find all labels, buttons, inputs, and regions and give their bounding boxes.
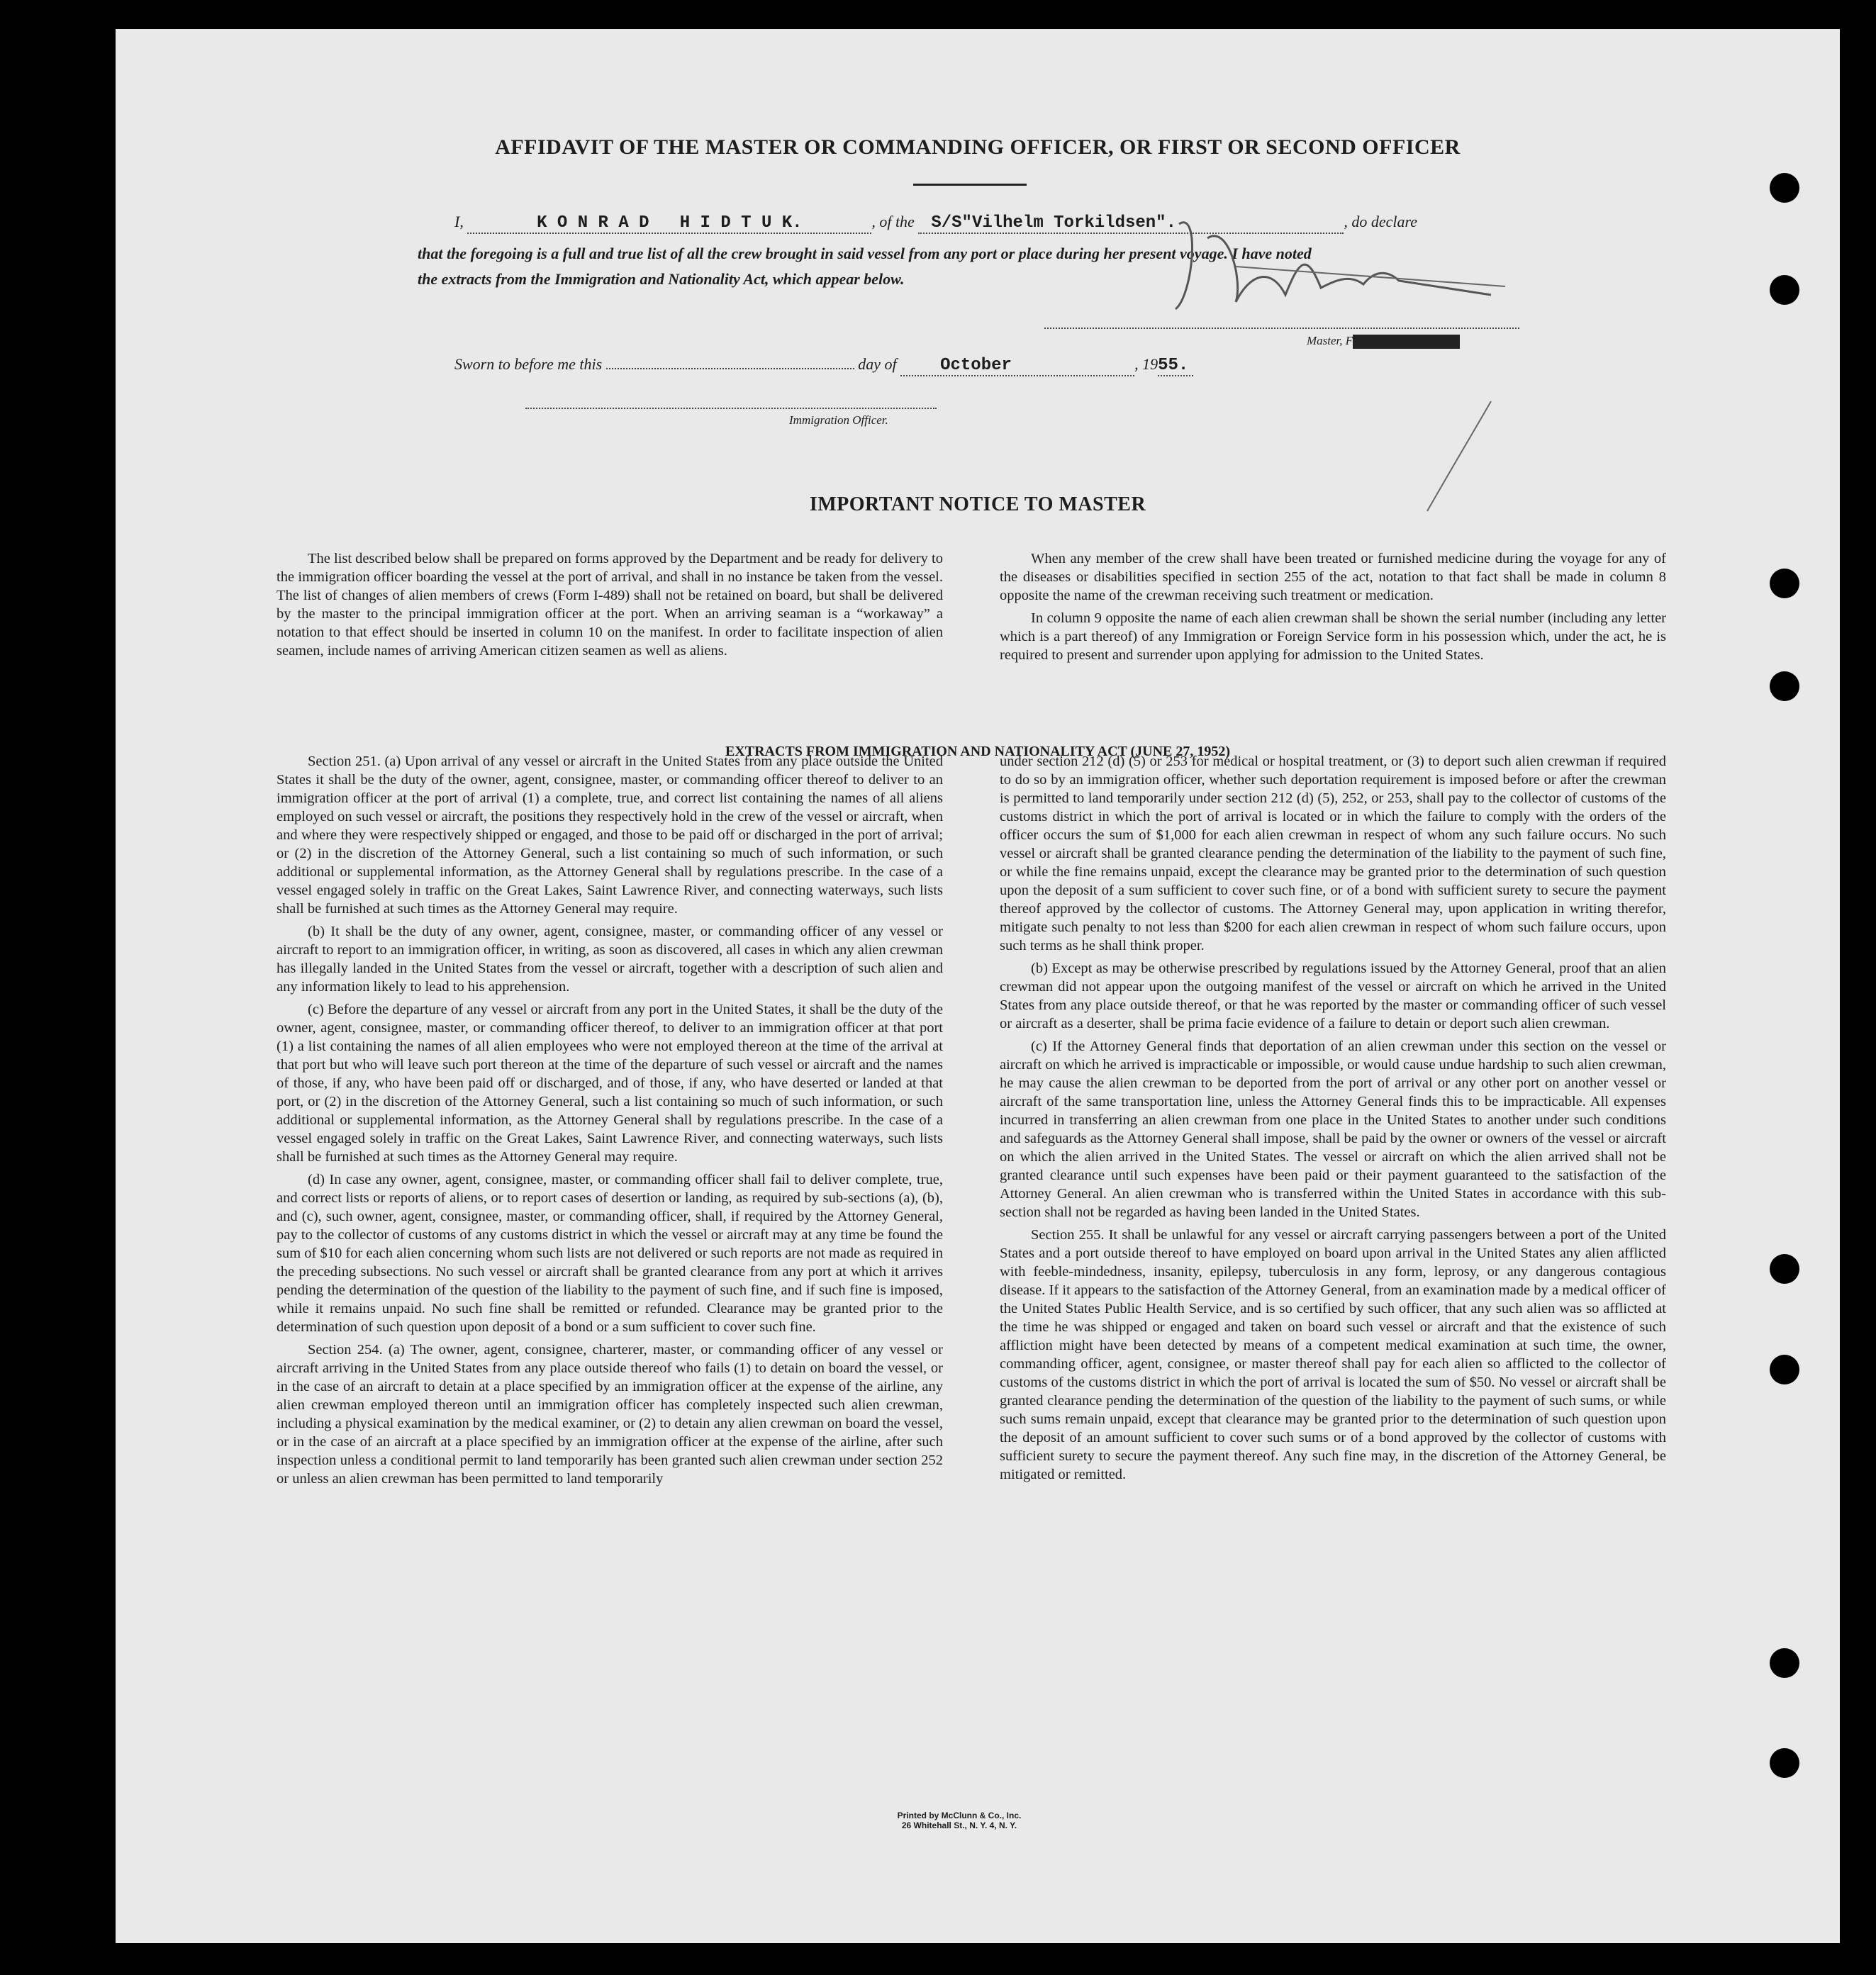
- extracts-title: EXTRACTS FROM IMMIGRATION AND NATIONALITY ACT (JUNE 27, 1952): [725, 744, 1231, 759]
- extract-section-254c: (c) If the Attorney General finds that deportation of an alien crewman under this section on the vessel or aircraft on which he arrived is impracticable or impossible, or would cause undue hardship to such alien crewman, he may cause the alien crewman to be deported from the port of arrival or any other port on another vessel or aircraft of the same transportation line, unless the Attorney General finds this to be impracticable. All expenses incurred in transferring an alien crewman from one place in the United States to another under such conditions and safeguards as the Attorney General shall impose, shall be paid by the owner or owners of the vessel or aircraft on which the alien arrived in the United States. The vessel or aircraft on which the alien arrived shall not be granted clearance until such expenses have been paid or their payment guaranteed to the satisfaction of the Attorney General. An alien crewman who is transferred within the United States in accordance with this sub-section shall not be regarded as having been landed in the United States.: [1000, 1039, 1666, 1220]
- master-name-field: [467, 213, 871, 234]
- extract-section-254a: Section 254. (a) The owner, agent, consignee, charterer, master, or commanding officer of any vessel or aircraft arriving in the United States from any place outside thereof who fails (1) to detain on board the vessel, or in the case of an aircraft to detain at a place specified by an immigration officer at the expense of the airline, any alien crewman employed thereon until an immigration officer has completely inspected such alien crewman, including a physical examination by the medical examiner, or (2) to detain any alien crewman on board the vessel, or in the case of an aircraft at a place specified by an immigration officer at the expense of the airline, after such inspection unless a conditional permit to land temporarily has been granted such alien crewman under section 252 or unless an alien crewman has been permitted to land temporarily: [277, 1342, 943, 1487]
- printer-imprint: [860, 1811, 1059, 1830]
- vessel-name: S/S"Vilhelm Torkildsen".: [931, 213, 1176, 233]
- document-page: [116, 29, 1840, 1943]
- extract-section-251a: Section 251. (a) Upon arrival of any vessel or aircraft in the United States from any place outside the United States it shall be the duty of the owner, agent, consignee, master, or commanding officer thereof to deliver to an immigration officer at the port of arrival (1) a complete, true, and correct list containing the names of all aliens employed on such vessel or aircraft, the positions they respectively hold in the crew of the vessel or aircraft, when and where they were respectively shipped or engaged, and those to be paid off or discharged in the port of arrival; or (2) in the discretion of the Attorney General, such a list containing so much of such information, or such additional or supplemental information, as the Attorney General shall by regulations prescribe. In the case of a vessel engaged solely in traffic on the Great Lakes, Saint Lawrence River, and connecting waterways, such lists shall be furnished at such times as the Attorney General may require.: [277, 754, 943, 917]
- month-field: [900, 355, 1134, 376]
- year-prefix: , 19: [1134, 355, 1158, 373]
- notice-title: IMPORTANT NOTICE TO MASTER: [809, 493, 1146, 515]
- punch-hole: [1770, 173, 1799, 203]
- of-the-label: , of the: [871, 213, 915, 230]
- extract-section-255: Section 255. It shall be unlawful for any vessel or aircraft carrying passengers between a port of the United States and a port outside thereof to have employed on board upon arrival in the United States any alien afflicted with feeble-mindedness, insanity, epilepsy, tuberculosis in any form, leprosy, or any dangerous contagious disease. If it appears to the satisfaction of the Attorney General, from an examination made by a medical officer of the United States Public Health Service, and is so certified by such officer, that any such alien was so afflicted at the time he was shipped or engaged and taken on board such vessel or aircraft and that the existence of such affliction might have been detected by means of a competent medical examination at such time, the owner, commanding officer, agent, consignee, or master thereof shall pay for each alien so afflicted to the collector of customs of the customs district in which the port of arrival is located the sum of $50. No vessel or aircraft shall be granted clearance pending the determination of the question of the liability to the payment of such sums, or while such sums remain unpaid, except that clearance may be granted prior to the determination of such question upon the deposit of an amount sufficient to cover such sums or of a bond approved by the collector of customs with sufficient surety to secure the payment thereof. Any such fine may, in the discretion of the Attorney General, be mitigated or remitted.: [1000, 1227, 1666, 1482]
- printer-line-1: Printed by McClunn & Co., Inc.: [897, 1811, 1022, 1820]
- notice-right-paragraph-1: When any member of the crew shall have been treated or furnished medicine during the voyage for any of the diseases or disabilities specified in section 255 of the act, notation to that fact shall be made in column 8 opposite the name of the crewman receiving such treatment or medication.: [1000, 551, 1666, 603]
- punch-hole: [1770, 1254, 1799, 1284]
- sworn-day-field: [606, 368, 854, 369]
- extract-section-254b: (b) Except as may be otherwise prescribed by regulations issued by the Attorney General, proof that an alien crewman did not appear upon the outgoing manifest of the vessel or aircraft on which he arrived in the United States from any place outside thereof, or that he was reported by the master or commanding officer of such vessel or aircraft as a deserter, shall be prima facie evidence of a failure to detain or deport such alien crewman.: [1000, 961, 1666, 1031]
- extracts-left-column: [277, 752, 943, 1492]
- extract-section-251d: (d) In case any owner, agent, consignee, master, or commanding officer shall fail to deliver complete, true, and correct lists or reports of aliens, or to report cases of desertion or landing, as required by sub-sections (a), (b), and (c), such owner, agent, consignee, master, or commanding officer, shall, if required by the Attorney General, pay to the collector of customs of any customs district in which the vessel or aircraft may at any time be found the sum of $10 for each alien concerning whom such lists are not delivered or such reports are not made as required in the preceding subsections. No such vessel or aircraft shall be granted clearance from any port at which it arrives pending the determination of the question of the liability to the payment of such fine, and if such fine is imposed, while it remains unpaid. No such fine shall be remitted or refunded. Clearance may be granted prior to the determination of such question upon deposit of a bond or a sum sufficient to cover such fine.: [277, 1172, 943, 1335]
- notice-left-paragraph: The list described below shall be prepared on forms approved by the Department and be ready for delivery to the immigration officer boarding the vessel at the port of arrival, and shall in no instance be taken from the vessel. The list of changes of alien members of crews (Form I-489) shall not be retained on board, but shall be delivered by the master to the principal immigration officer at the port. When an arriving seaman is a “workaway” a notation to that effect should be inserted in column 10 on the manifest. In order to facilitate inspection of alien seamen, include names of arriving American citizen seamen as well as aliens.: [277, 551, 943, 659]
- sworn-label: Sworn to before me this: [454, 355, 603, 373]
- master-signature: [1094, 196, 1562, 337]
- notice-left-column: [277, 549, 943, 664]
- month-value: October: [940, 356, 1012, 375]
- punch-hole: [1770, 569, 1799, 598]
- master-label: Master, Fxxxxxxxxxxxxxx: [1307, 334, 1461, 349]
- do-declare-label: , do declare: [1344, 213, 1417, 230]
- notice-right-column: [1000, 549, 1666, 668]
- day-of-label: day of: [858, 355, 897, 373]
- punch-hole: [1770, 1648, 1799, 1678]
- notice-right-paragraph-2: In column 9 opposite the name of each alien crewman shall be shown the serial number (including any letter which is a part thereof) of any Immigration or Foreign Service form in his possession which, under the act, he is required to present and surrender upon applying for admission to the United States.: [1000, 610, 1666, 663]
- declaration-line-1: that the foregoing is a full and true list of all the crew brought in said vessel from any port or place during her present voyage. I have noted: [418, 245, 1312, 262]
- master-name: K O N R A D H I D T U K.: [537, 213, 803, 233]
- punch-hole: [1770, 1748, 1799, 1778]
- punch-hole: [1770, 671, 1799, 701]
- extract-section-251b: (b) It shall be the duty of any owner, agent, consignee, master, or commanding officer of any vessel or aircraft to report to an immigration officer, in writing, as soon as discovered, all cases in which any alien crewman has illegally landed in the United States from the vessel or aircraft, together with a description of such alien and any information likely to lead to his apprehension.: [277, 924, 943, 995]
- punch-hole: [1770, 275, 1799, 305]
- declaration-line-2: the extracts from the Immigration and Nationality Act, which appear below.: [418, 270, 905, 288]
- year-value: 55.: [1158, 356, 1189, 375]
- year-field: [1158, 355, 1193, 376]
- extract-section-254a-cont: under section 212 (d) (5) or 253 for medical or hospital treatment, or (3) to deport such alien crewman if required to do so by an immigration officer, whether such deportation requirement is imposed before or after the crewman is permitted to land temporarily under section 212 (d) (5), 252, or 253, shall pay to the collector of customs of the customs district in which the port of arrival is located or in which the failure to comply with the orders of the officer occurs the sum of $1,000 for each alien crewman in respect of whom any such failure occurs. No such vessel or aircraft shall be granted clearance pending the determination of the liability to the payment of such fine, or while the fine remains unpaid, except the clearance may be granted prior to the determination of such question upon the deposit of a sum sufficient to cover such fine, or of a bond with sufficient surety to secure the payment thereof approved by the collector of customs. The Attorney General may, upon application in writing therefor, mitigate such penalty to not less than $200 for each alien crewman in respect of whom such failure occurs, upon such terms as he shall think proper.: [1000, 754, 1666, 953]
- i-label: I,: [454, 213, 464, 230]
- affidavit-title: AFFIDAVIT OF THE MASTER OR COMMANDING OFFICER, OR FIRST OR SECOND OFFICER: [495, 135, 1461, 159]
- punch-hole: [1770, 1355, 1799, 1384]
- officer-signature-line: [525, 408, 937, 409]
- officer-label: Immigration Officer.: [789, 413, 888, 427]
- sworn-line: [454, 355, 1193, 376]
- extract-section-251c: (c) Before the departure of any vessel or aircraft from any port in the United States, it shall be the duty of the owner, agent, consignee, master, or commanding officer thereof, to deliver to an immigration officer at that port (1) a list containing the names of all alien employees who were not employed thereon at the time of the arrival at that port but who will leave such port thereon at the time of the departure of such vessel or aircraft and the names of those, if any, who have been paid off or discharged, and of those, if any, who have deserted or landed at that port, or (2) in the discretion of the Attorney General, such a list containing so much of such information, or such additional or supplemental information, as the Attorney General shall by regulations prescribe. In the case of a vessel engaged solely in traffic on the Great Lakes, Saint Lawrence River, and connecting waterways, such lists shall be furnished at such times as the Attorney General may require.: [277, 1002, 943, 1165]
- title-rule: [913, 184, 1027, 186]
- printer-line-2: 26 Whitehall St., N. Y. 4, N. Y.: [901, 1820, 1017, 1830]
- signature-line: [1044, 328, 1519, 329]
- extracts-right-column: [1000, 752, 1666, 1488]
